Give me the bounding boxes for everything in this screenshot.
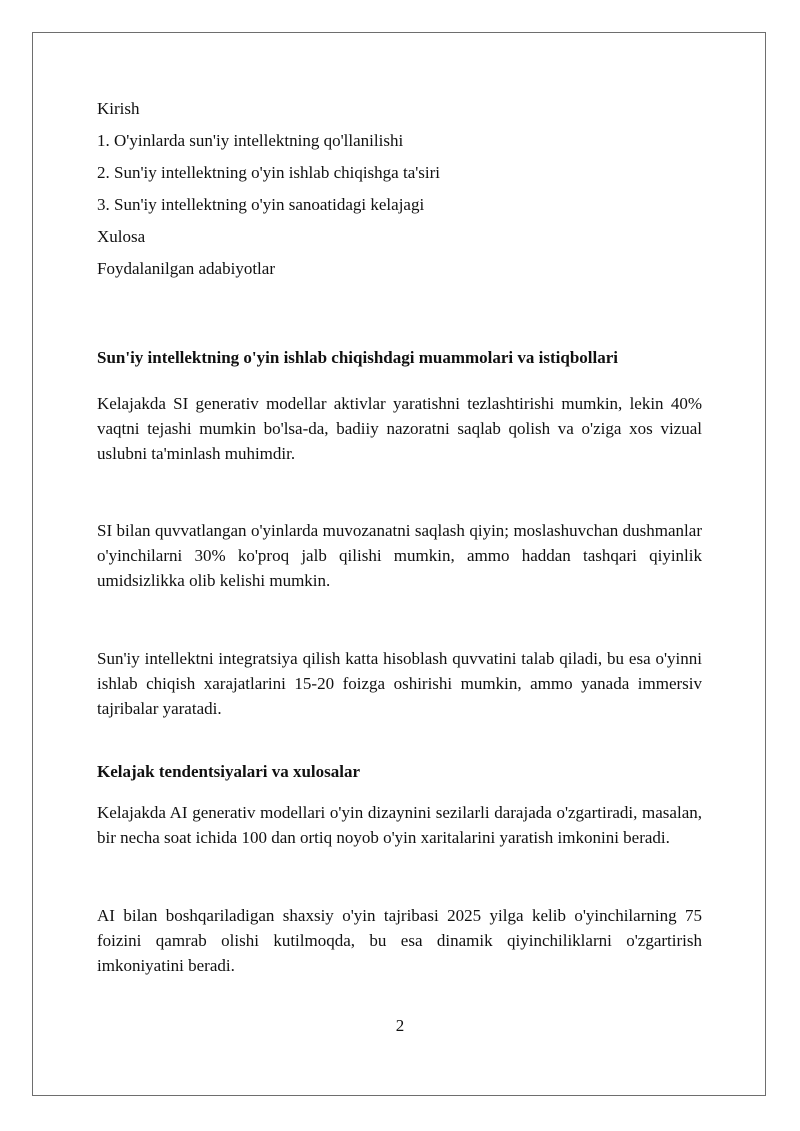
paragraph: Sun'iy intellektni integratsiya qilish katta hisoblash quvvatini talab qiladi, bu esa o'yinni ishlab chiqish xarajatlarini 15-20 foizga oshirishi mumkin, ammo yanada immersiv tajribalar yaratadi. — [97, 649, 702, 718]
paragraph: SI bilan quvvatlangan o'yinlarda muvozanatni saqlash qiyin; moslashuvchan dushmanlar o'yinchilarni 30% ko'proq jalb qilishi mumkin, ammo haddan tashqari qiyinlik umidsizlikka olib kelishi mumkin. — [97, 521, 702, 590]
section-heading-problems: Sun'iy intellektning o'yin ishlab chiqishdagi muammolari va istiqbollari — [97, 348, 618, 367]
page-number: 2 — [395, 1016, 405, 1035]
paragraph: Kelajakda AI generativ modellari o'yin dizaynini sezilarli darajada o'zgartiradi, masalan, bir necha soat ichida 100 dan ortiq noyob o'yin xaritalarini yaratish imkonini beradi. — [97, 803, 702, 847]
table-of-contents — [97, 96, 702, 281]
document-body — [97, 96, 702, 978]
paragraph: AI bilan boshqariladigan shaxsiy o'yin tajribasi 2025 yilga kelib o'yinchilarning 75 foizini qamrab olishi kutilmoqda, bu esa dinamik qiyinchiliklarni o'zgartirish imkoniyatini beradi. — [97, 906, 702, 975]
toc-item-chapter-3: 3. Sun'iy intellektning o'yin sanoatidagi kelajagi — [97, 195, 425, 214]
paragraph: Kelajakda SI generativ modellar aktivlar yaratishni tezlashtirishi mumkin, lekin 40% vaqtni tejashi mumkin bo'lsa-da, badiiy nazoratni saqlab qolish va o'ziga xos vizual uslubni ta'minlash muhimdir. — [97, 394, 702, 463]
toc-item-conclusion: Xulosa — [97, 227, 146, 246]
toc-item-references: Foydalanilgan adabiyotlar — [97, 259, 275, 278]
toc-item-chapter-1: 1. O'yinlarda sun'iy intellektning qo'llanilishi — [97, 131, 404, 150]
toc-item-chapter-2: 2. Sun'iy intellektning o'yin ishlab chiqishga ta'siri — [97, 163, 441, 182]
toc-item-introduction: Kirish — [97, 99, 140, 118]
section-heading-trends: Kelajak tendentsiyalari va xulosalar — [97, 762, 361, 781]
